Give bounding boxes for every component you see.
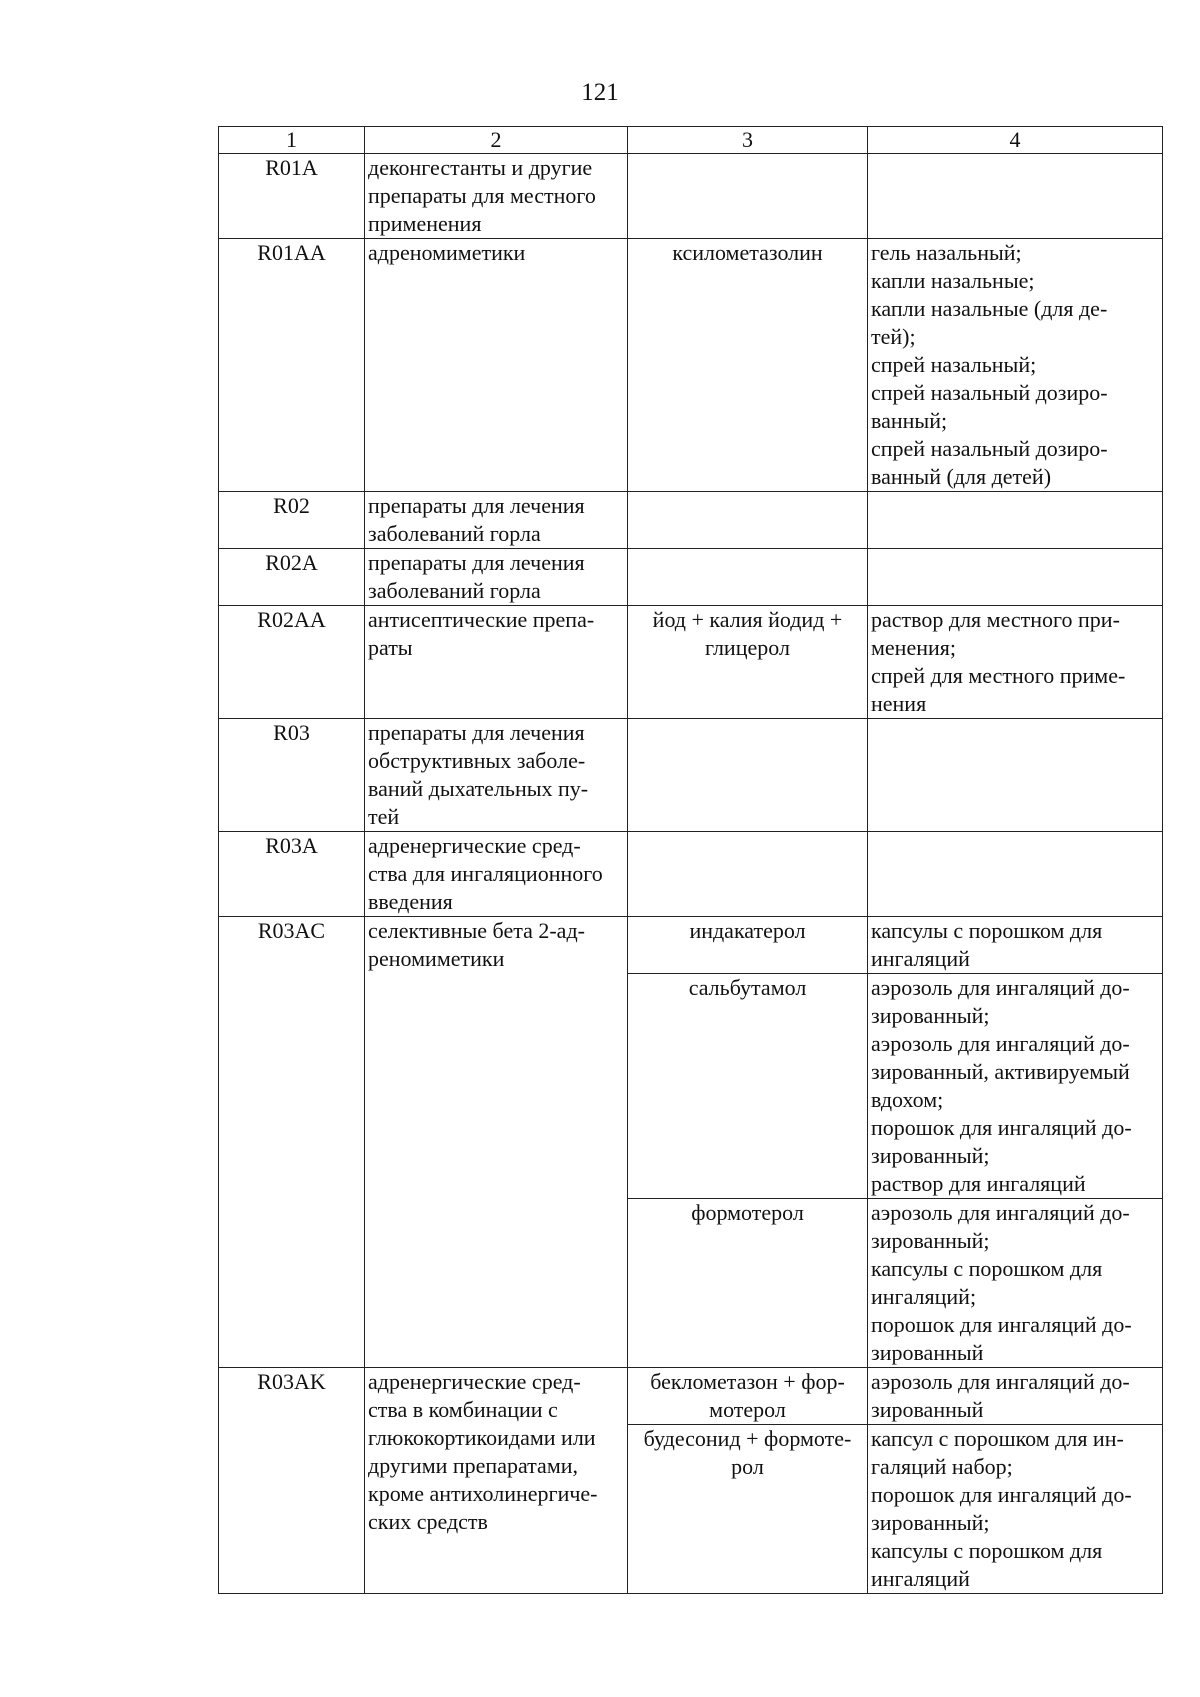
- dosage-form-cell-line: зированный: [871, 1340, 984, 1365]
- table-row: [219, 549, 1163, 606]
- drug-name-cell-line: мотерол: [709, 1397, 786, 1422]
- group-name-cell: [365, 832, 628, 917]
- drug-name-cell-line: рол: [731, 1454, 764, 1479]
- dosage-form-cell: [868, 239, 1163, 492]
- group-name-cell-line: препараты для лечения: [368, 493, 585, 518]
- group-name-cell-line: ства для ингаляционного: [368, 861, 603, 886]
- group-name-cell-line: антисептические препа-: [368, 607, 595, 632]
- group-name-cell-line: применения: [368, 211, 482, 236]
- atc-code-cell: R02AA: [219, 606, 365, 719]
- drug-name-cell-line: йод + калия йодид +: [652, 607, 843, 632]
- dosage-form-cell-line: ингаляций;: [871, 1284, 977, 1309]
- column-header-1: 1: [219, 127, 365, 154]
- dosage-form-cell-line: аэрозоль для ингаляций до-: [871, 1200, 1130, 1225]
- dosage-form-cell: [868, 606, 1163, 719]
- group-name-cell: [365, 154, 628, 239]
- atc-code-cell: R03AC: [219, 917, 365, 1368]
- empty-inn-cell: [628, 719, 868, 832]
- group-name-cell-line: адренергические сред-: [368, 1369, 581, 1394]
- atc-code-cell: R02A: [219, 549, 365, 606]
- group-name-cell-line: введения: [368, 889, 453, 914]
- dosage-form-cell-line: капли назальные;: [871, 268, 1035, 293]
- dosage-form-cell-line: вдохом;: [871, 1087, 944, 1112]
- group-name-cell-line: препараты для лечения: [368, 720, 585, 745]
- group-name-cell-line: адренергические сред-: [368, 833, 581, 858]
- group-name-cell: [365, 1368, 628, 1594]
- drug-name-cell: [628, 1199, 868, 1368]
- table-row: [219, 917, 1163, 974]
- dosage-form-cell: [868, 917, 1163, 974]
- dosage-form-cell-line: капсул с порошком для ин-: [871, 1426, 1124, 1451]
- dosage-form-cell-line: зированный, активируемый: [871, 1059, 1130, 1084]
- atc-code-cell: R02: [219, 492, 365, 549]
- group-name-cell: [365, 492, 628, 549]
- column-header-2: 2: [365, 127, 628, 154]
- group-name-cell-line: глюкокортикоидами или: [368, 1425, 596, 1450]
- table-row: [219, 239, 1163, 492]
- dosage-form-cell-line: зированный;: [871, 1143, 990, 1168]
- dosage-form-cell: [868, 1199, 1163, 1368]
- dosage-form-cell-line: аэрозоль для ингаляций до-: [871, 1031, 1130, 1056]
- table-row: [219, 606, 1163, 719]
- table-row: [219, 1368, 1163, 1425]
- group-name-cell-line: реномиметики: [368, 946, 505, 971]
- atc-code-cell: R03: [219, 719, 365, 832]
- dosage-form-cell-line: аэрозоль для ингаляций до-: [871, 1369, 1130, 1394]
- dosage-form-cell-line: галяций набор;: [871, 1454, 1013, 1479]
- empty-inn-cell: [628, 154, 868, 239]
- header-row: [219, 127, 1163, 154]
- drug-name-cell: [628, 974, 868, 1199]
- drug-name-cell: [628, 917, 868, 974]
- empty-form-cell: [868, 719, 1163, 832]
- drug-name-cell-line: будесонид + формоте-: [643, 1426, 852, 1451]
- group-name-cell-line: адреномиметики: [368, 240, 526, 265]
- group-name-cell-line: ства в комбинации с: [368, 1397, 558, 1422]
- drug-name-cell: [628, 239, 868, 492]
- dosage-form-cell: [868, 1368, 1163, 1425]
- dosage-form-cell-line: ванный;: [871, 408, 948, 433]
- dosage-form-cell-line: раствор для ингаляций: [871, 1171, 1086, 1196]
- drug-name-cell: [628, 606, 868, 719]
- table-row: [219, 154, 1163, 239]
- column-header-4: 4: [868, 127, 1163, 154]
- dosage-form-cell-line: порошок для ингаляций до-: [871, 1312, 1132, 1337]
- dosage-form-cell-line: тей);: [871, 324, 916, 349]
- table-row: [219, 492, 1163, 549]
- group-name-cell: [365, 719, 628, 832]
- dosage-form-cell-line: ванный (для детей): [871, 464, 1052, 489]
- group-name-cell: [365, 239, 628, 492]
- group-name-cell-line: раты: [368, 635, 413, 660]
- dosage-form-cell-line: спрей назальный;: [871, 352, 1037, 377]
- drug-name-cell: [628, 1368, 868, 1425]
- atc-code-cell: R03A: [219, 832, 365, 917]
- group-name-cell-line: ских средств: [368, 1509, 488, 1534]
- group-name-cell-line: другими препаратами,: [368, 1453, 579, 1478]
- group-name-cell-line: обструктивных заболе-: [368, 748, 586, 773]
- page-number: 121: [581, 79, 619, 106]
- group-name-cell-line: селективные бета 2-ад-: [368, 918, 585, 943]
- empty-form-cell: [868, 154, 1163, 239]
- dosage-form-cell-line: порошок для ингаляций до-: [871, 1115, 1132, 1140]
- dosage-form-cell-line: раствор для местного при-: [871, 607, 1120, 632]
- medication-table: [218, 126, 1163, 1594]
- dosage-form-cell-line: ингаляций: [871, 1566, 970, 1591]
- empty-inn-cell: [628, 549, 868, 606]
- dosage-form-cell-line: гель назальный;: [871, 240, 1022, 265]
- dosage-form-cell: [868, 974, 1163, 1199]
- dosage-form-cell-line: зированный: [871, 1397, 984, 1422]
- dosage-form-cell-line: капсулы с порошком для: [871, 1538, 1103, 1563]
- group-name-cell-line: заболеваний горла: [368, 578, 541, 603]
- dosage-form-cell-line: капли назальные (для де-: [871, 296, 1108, 321]
- dosage-form-cell-line: аэрозоль для ингаляций до-: [871, 975, 1130, 1000]
- table-body: [219, 154, 1163, 1594]
- atc-code-cell: R01A: [219, 154, 365, 239]
- table-row: [219, 832, 1163, 917]
- group-name-cell-line: препараты для лечения: [368, 550, 585, 575]
- group-name-cell-line: тей: [368, 804, 400, 829]
- empty-inn-cell: [628, 832, 868, 917]
- group-name-cell: [365, 606, 628, 719]
- empty-form-cell: [868, 492, 1163, 549]
- dosage-form-cell-line: капсулы с порошком для: [871, 918, 1103, 943]
- drug-name-cell-line: индакатерол: [689, 918, 806, 943]
- atc-code-cell: R01AA: [219, 239, 365, 492]
- dosage-form-cell-line: ингаляций: [871, 946, 970, 971]
- drug-name-cell: [628, 1425, 868, 1594]
- group-name-cell-line: кроме антихолинергиче-: [368, 1481, 598, 1506]
- atc-code-cell: R03AK: [219, 1368, 365, 1594]
- empty-form-cell: [868, 549, 1163, 606]
- drug-name-cell-line: беклометазон + фор-: [650, 1369, 845, 1394]
- group-name-cell-line: препараты для местного: [368, 183, 596, 208]
- empty-inn-cell: [628, 492, 868, 549]
- drug-name-cell-line: глицерол: [705, 635, 790, 660]
- dosage-form-cell-line: спрей назальный дозиро-: [871, 436, 1108, 461]
- dosage-form-cell-line: спрей назальный дозиро-: [871, 380, 1108, 405]
- dosage-form-cell: [868, 1425, 1163, 1594]
- group-name-cell: [365, 549, 628, 606]
- empty-form-cell: [868, 832, 1163, 917]
- dosage-form-cell-line: капсулы с порошком для: [871, 1256, 1103, 1281]
- dosage-form-cell-line: зированный;: [871, 1510, 990, 1535]
- group-name-cell-line: заболеваний горла: [368, 521, 541, 546]
- column-header-3: 3: [628, 127, 868, 154]
- dosage-form-cell-line: менения;: [871, 635, 957, 660]
- drug-name-cell-line: сальбутамол: [688, 975, 807, 1000]
- table-row: [219, 719, 1163, 832]
- dosage-form-cell-line: нения: [871, 691, 927, 716]
- dosage-form-cell-line: спрей для местного приме-: [871, 663, 1126, 688]
- drug-name-cell-line: ксилометазолин: [672, 240, 823, 265]
- drug-name-cell-line: формотерол: [691, 1200, 804, 1225]
- group-name-cell-line: деконгестанты и другие: [368, 155, 593, 180]
- dosage-form-cell-line: зированный;: [871, 1228, 990, 1253]
- group-name-cell: [365, 917, 628, 1368]
- dosage-form-cell-line: порошок для ингаляций до-: [871, 1482, 1132, 1507]
- dosage-form-cell-line: зированный;: [871, 1003, 990, 1028]
- group-name-cell-line: ваний дыхательных пу-: [368, 776, 589, 801]
